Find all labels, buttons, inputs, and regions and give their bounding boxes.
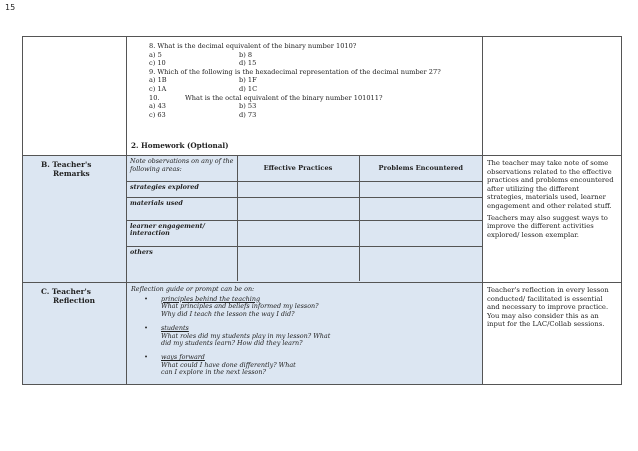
area-others: others	[127, 246, 237, 281]
option-a: a) 43	[149, 102, 166, 111]
problems-encountered-input[interactable]	[359, 246, 482, 281]
effective-practices-input[interactable]	[237, 220, 359, 246]
observations-table	[127, 156, 482, 281]
option-c: c) 1A	[149, 84, 167, 93]
bullet-icon: •	[144, 352, 148, 361]
reflection-row	[23, 283, 622, 385]
effective-practices-header: Effective Practices	[237, 156, 359, 181]
remarks-note-2: Teachers may also suggest ways to improve the different activities explored/ lesson exemplar.	[487, 213, 608, 239]
reflection-guide-cell	[127, 283, 483, 385]
reflection-item-line: did my students learn? How did they learn?	[161, 339, 303, 348]
question-9: 9. Which of the following is the hexadecimal representation of the decimal number 27?	[149, 67, 441, 76]
reflection-item-title: principles behind the teaching	[161, 294, 261, 303]
option-b: b) 1F	[239, 76, 257, 85]
reflection-intro: Reflection guide or prompt can be on:	[131, 285, 255, 293]
area-materials: materials used	[127, 197, 237, 220]
remarks-label-2: Remarks	[53, 169, 90, 178]
bullet-icon: •	[144, 323, 148, 332]
questions-row	[23, 37, 622, 156]
remarks-table-cell	[127, 156, 483, 283]
reflection-note-cell	[483, 283, 622, 385]
problems-encountered-input[interactable]	[359, 220, 482, 246]
option-c: c) 10	[149, 59, 166, 68]
reflection-item-line: What roles did my students play in my lesson? What	[161, 331, 331, 340]
effective-practices-input[interactable]	[237, 181, 359, 197]
page-number: 15	[5, 3, 16, 12]
question-10-number: 10.	[149, 93, 160, 102]
lesson-table	[22, 36, 622, 385]
problems-encountered-input[interactable]	[359, 197, 482, 220]
area-strategies: strategies explored	[127, 181, 237, 197]
reflection-item-line: Why did I teach the lesson the way I did?	[161, 310, 295, 319]
remarks-label: Teacher's	[52, 160, 92, 169]
question-10: What is the octal equivalent of the binary number 101011?	[185, 93, 383, 102]
remarks-note-cell	[483, 156, 622, 283]
reflection-item-title: students	[161, 323, 189, 332]
remarks-note-1: The teacher may take note of some observations related to the effective practices and problems encountered after utilizing the different strategies, materials used, learner engagement and other related stuff.	[487, 159, 614, 210]
reflection-item-line: What principles and beliefs informed my lesson?	[161, 302, 319, 311]
remarks-label-cell	[23, 156, 127, 283]
remarks-letter: B.	[41, 160, 50, 169]
observations-intro: Note observations on any of the following areas:	[127, 156, 237, 181]
area-engagement: learner engagement/ interaction	[127, 220, 237, 246]
option-a: a) 5	[149, 50, 162, 59]
remarks-row	[23, 156, 622, 283]
effective-practices-input[interactable]	[237, 197, 359, 220]
empty-note-cell	[483, 37, 622, 156]
reflection-item-title: ways forward	[161, 352, 205, 361]
option-d: d) 15	[239, 59, 257, 68]
empty-label-cell	[23, 37, 127, 156]
option-d: d) 73	[239, 110, 257, 119]
reflection-label: Teacher's	[51, 287, 91, 296]
effective-practices-input[interactable]	[237, 246, 359, 281]
problems-encountered-input[interactable]	[359, 181, 482, 197]
option-b: b) 8	[239, 50, 253, 59]
questions-cell	[127, 37, 483, 156]
problems-encountered-header: Problems Encountered	[359, 156, 482, 181]
option-d: d) 1C	[239, 84, 258, 93]
reflection-item-line: What could I have done differently? What	[161, 360, 296, 369]
option-a: a) 1B	[149, 76, 167, 85]
reflection-label-cell	[23, 283, 127, 385]
question-8: 8. What is the decimal equivalent of the binary number 1010?	[149, 42, 357, 50]
reflection-note: Teacher's reflection in every lesson conducted/ facilitated is essential and necessary to improve practice. You may also consider this as an input for the LAC/Collab sessions.	[487, 286, 609, 329]
bullet-icon: •	[144, 294, 148, 303]
homework-heading: 2. Homework (Optional)	[131, 141, 229, 150]
option-b: b) 53	[239, 102, 257, 111]
reflection-label-2: Reflection	[53, 296, 95, 305]
reflection-item-line: can I explore in the next lesson?	[161, 368, 266, 377]
option-c: c) 63	[149, 110, 166, 119]
reflection-letter: C.	[41, 287, 50, 296]
